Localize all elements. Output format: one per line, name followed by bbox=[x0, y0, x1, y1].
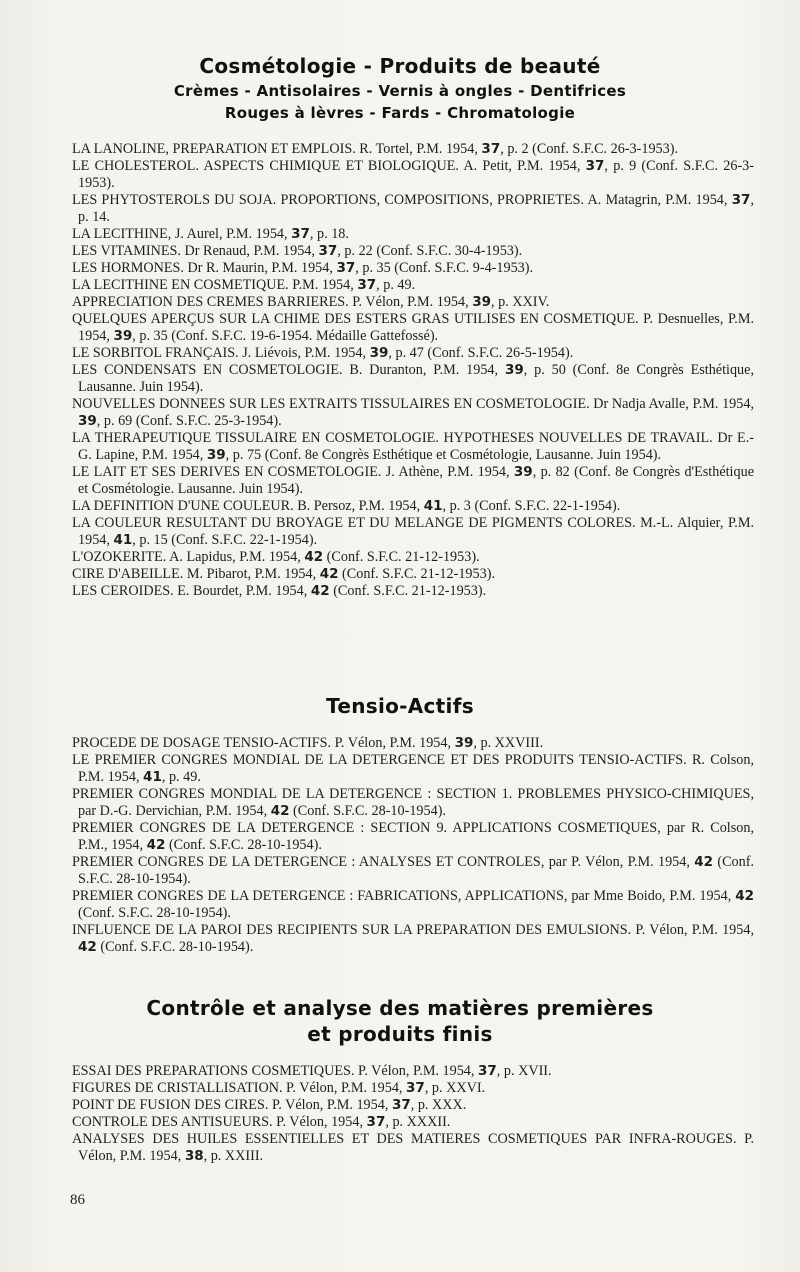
entry-reference: (Conf. S.F.C. 28-10-1954). bbox=[289, 803, 446, 819]
entry-reference: , p. 82 (Conf. 8e Congrès d'Esthétique et Cosmétologie. Lausanne. Juin 1954). bbox=[78, 464, 754, 497]
entry-reference: , p. 35 (Conf. S.F.C. 9-4-1953). bbox=[355, 260, 534, 276]
bibliography-entry bbox=[72, 786, 754, 820]
bibliography-entry bbox=[72, 396, 754, 430]
entry-reference: , p. 49. bbox=[376, 277, 416, 293]
entry-reference: , p. XXIII. bbox=[203, 1148, 264, 1164]
volume-number: 42 bbox=[146, 837, 166, 853]
entry-reference: , p. 2 (Conf. S.F.C. 26-3-1953). bbox=[500, 141, 679, 157]
entry-reference: , p. 49. bbox=[161, 769, 201, 785]
volume-number: 38 bbox=[184, 1148, 204, 1164]
entry-reference: (Conf. S.F.C. 28-10-1954). bbox=[96, 939, 254, 955]
entry-reference: , p. XXVI. bbox=[424, 1080, 486, 1096]
bibliography-entry bbox=[72, 549, 754, 566]
bibliography-entry bbox=[72, 1063, 754, 1080]
volume-number: 37 bbox=[731, 192, 751, 208]
bibliography-entry bbox=[72, 752, 754, 786]
entry-reference: , p. 75 (Conf. 8e Congrès Esthétique et Cosmétologie, Lausanne. Juin 1954). bbox=[225, 447, 662, 463]
entry-reference: (Conf. S.F.C. 21-12-1953). bbox=[323, 549, 480, 565]
volume-number: 37 bbox=[406, 1080, 425, 1096]
bibliography-entry bbox=[72, 362, 754, 396]
entry-reference: , p. XXX. bbox=[410, 1097, 467, 1113]
volume-number: 42 bbox=[694, 854, 714, 870]
entry-text: POINT DE FUSION DES CIRES. P. Vélon, P.M. 1954, bbox=[72, 1097, 392, 1113]
volume-number: 37 bbox=[318, 243, 338, 259]
entry-text: LES PHYTOSTEROLS DU SOJA. PROPORTIONS, COMPOSITIONS, PROPRIETES. A. Matagrin, P.M. 1954, bbox=[72, 192, 732, 208]
bibliography-entry bbox=[72, 498, 754, 515]
entry-text: CONTROLE DES ANTISUEURS. P. Vélon, 1954, bbox=[72, 1114, 367, 1130]
volume-number: 41 bbox=[423, 498, 443, 514]
volume-number: 42 bbox=[319, 566, 339, 582]
bibliography-entry bbox=[72, 566, 754, 583]
bibliography-entry bbox=[72, 735, 754, 752]
entry-text: LA LANOLINE, PREPARATION ET EMPLOIS. R. Tortel, P.M. 1954, bbox=[72, 141, 482, 157]
entry-list-cosmetologie bbox=[72, 141, 754, 600]
entry-text: LE SORBITOL FRANÇAIS. J. Liévois, P.M. 1954, bbox=[72, 345, 370, 361]
volume-number: 37 bbox=[391, 1097, 411, 1113]
entry-reference: , p. XXXII. bbox=[385, 1114, 451, 1130]
volume-number: 39 bbox=[472, 294, 492, 310]
volume-number: 41 bbox=[113, 532, 133, 548]
entry-text: LE CHOLESTEROL. ASPECTS CHIMIQUE ET BIOLOGIQUE. A. Petit, P.M. 1954, bbox=[72, 158, 586, 174]
volume-number: 42 bbox=[735, 888, 754, 904]
entry-reference: , p. 50 (Conf. 8e Congrès Esthétique, Lausanne. Juin 1954). bbox=[78, 362, 754, 395]
entry-text: LES HORMONES. Dr R. Maurin, P.M. 1954, bbox=[72, 260, 337, 276]
entry-text: PREMIER CONGRES MONDIAL DE LA DETERGENCE : SECTION 1. PROBLEMES PHYSICO-CHIMIQUES, par D.-G. Dervichian, P.M. 1954, bbox=[72, 786, 754, 819]
bibliography-entry bbox=[72, 260, 754, 277]
entry-text: PREMIER CONGRES DE LA DETERGENCE : ANALYSES ET CONTROLES, par P. Vélon, P.M. 1954, bbox=[72, 854, 695, 870]
entry-text: LES VITAMINES. Dr Renaud, P.M. 1954, bbox=[72, 243, 319, 259]
bibliography-entry bbox=[72, 464, 754, 498]
volume-number: 37 bbox=[366, 1114, 386, 1130]
entry-text: PREMIER CONGRES DE LA DETERGENCE : SECTION 9. APPLICATIONS COSMETIQUES, par R. Colson, P.M., 1954, bbox=[72, 820, 754, 853]
entry-text: LE LAIT ET SES DERIVES EN COSMETOLOGIE. J. Athène, P.M. 1954, bbox=[72, 464, 514, 480]
bibliography-entry bbox=[72, 141, 754, 158]
bibliography-entry bbox=[72, 430, 754, 464]
entry-text: L'OZOKERITE. A. Lapidus, P.M. 1954, bbox=[72, 549, 305, 565]
entry-text: FIGURES DE CRISTALLISATION. P. Vélon, P.M. 1954, bbox=[72, 1080, 407, 1096]
bibliography-entry bbox=[72, 192, 754, 226]
volume-number: 37 bbox=[291, 226, 310, 242]
volume-number: 37 bbox=[336, 260, 356, 276]
bibliography-entry bbox=[72, 311, 754, 345]
entry-list-tensio-actifs bbox=[72, 735, 754, 956]
entry-text: NOUVELLES DONNEES SUR LES EXTRAITS TISSULAIRES EN COSMETOLOGIE. Dr Nadja Avalle, P.M. 1954, bbox=[72, 396, 754, 412]
bibliography-entry bbox=[72, 583, 754, 600]
bibliography-entry bbox=[72, 1131, 754, 1165]
entry-reference: , p. 35 (Conf. S.F.C. 19-6-1954. Médaille Gattefossé). bbox=[132, 328, 439, 344]
bibliography-entry bbox=[72, 345, 754, 362]
volume-number: 42 bbox=[78, 939, 97, 955]
entry-reference: , p. 18. bbox=[309, 226, 349, 242]
volume-number: 39 bbox=[78, 413, 97, 429]
entry-text: ESSAI DES PREPARATIONS COSMETIQUES. P. Vélon, P.M. 1954, bbox=[72, 1063, 478, 1079]
volume-number: 41 bbox=[143, 769, 162, 785]
bibliography-entry bbox=[72, 277, 754, 294]
entry-reference: , p. XXVIII. bbox=[473, 735, 544, 751]
bibliography-entry bbox=[72, 1080, 754, 1097]
bibliography-entry bbox=[72, 888, 754, 922]
entry-reference: , p. XXIV. bbox=[491, 294, 550, 310]
bibliography-entry bbox=[72, 243, 754, 260]
entry-reference: , p. 22 (Conf. S.F.C. 30-4-1953). bbox=[337, 243, 523, 259]
entry-text: INFLUENCE DE LA PAROI DES RECIPIENTS SUR LA PREPARATION DES EMULSIONS. P. Vélon, P.M. 1954, bbox=[72, 922, 754, 938]
section-title-cosmetologie: Cosmétologie - Produits de beauté bbox=[199, 54, 601, 78]
entry-reference: (Conf. S.F.C. 21-12-1953). bbox=[338, 566, 495, 582]
entry-text: LE PREMIER CONGRES MONDIAL DE LA DETERGENCE ET DES PRODUITS TENSIO-ACTIFS. R. Colson, P.M. 1954, bbox=[72, 752, 754, 785]
entry-text: LA DEFINITION D'UNE COULEUR. B. Persoz, P.M. 1954, bbox=[72, 498, 424, 514]
section-subtitle-1: Crèmes - Antisolaires - Vernis à ongles - Dentifrices bbox=[173, 82, 627, 100]
volume-number: 42 bbox=[304, 549, 324, 565]
volume-number: 39 bbox=[504, 362, 524, 378]
bibliography-entry bbox=[72, 515, 754, 549]
volume-number: 37 bbox=[478, 1063, 497, 1079]
entry-reference: , p. 3 (Conf. S.F.C. 22-1-1954). bbox=[442, 498, 621, 514]
entry-reference: (Conf. S.F.C. 28-10-1954). bbox=[78, 854, 755, 887]
volume-number: 37 bbox=[357, 277, 377, 293]
section-title-controle: Contrôle et analyse des matières premières bbox=[146, 996, 654, 1020]
entry-reference: , p. 14. bbox=[78, 192, 754, 225]
bibliography-entry bbox=[72, 1097, 754, 1114]
volume-number: 37 bbox=[585, 158, 605, 174]
entry-text: LES CEROIDES. E. Bourdet, P.M. 1954, bbox=[72, 583, 311, 599]
entry-text: PREMIER CONGRES DE LA DETERGENCE : FABRICATIONS, APPLICATIONS, par Mme Boido, P.M. 1954, bbox=[72, 888, 736, 904]
volume-number: 39 bbox=[513, 464, 533, 480]
bibliography-entry bbox=[72, 854, 754, 888]
entry-text: LA LECITHINE EN COSMETIQUE. P.M. 1954, bbox=[72, 277, 358, 293]
entry-text: ANALYSES DES HUILES ESSENTIELLES ET DES MATIERES COSMETIQUES PAR INFRA-ROUGES. P. Vélon, P.M. 1954, bbox=[72, 1131, 754, 1164]
entry-list-controle bbox=[72, 1063, 754, 1165]
volume-number: 42 bbox=[310, 583, 330, 599]
entry-text: QUELQUES APERÇUS SUR LA CHIME DES ESTERS GRAS UTILISES EN COSMETIQUE. P. Desnuelles, P.M. 1954, bbox=[72, 311, 754, 344]
volume-number: 37 bbox=[481, 141, 501, 157]
volume-number: 39 bbox=[206, 447, 226, 463]
entry-reference: , p. 15 (Conf. S.F.C. 22-1-1954). bbox=[132, 532, 318, 548]
volume-number: 39 bbox=[369, 345, 389, 361]
bibliography-entry bbox=[72, 226, 754, 243]
entry-reference: , p. 47 (Conf. S.F.C. 26-5-1954). bbox=[388, 345, 574, 361]
volume-number: 39 bbox=[454, 735, 474, 751]
bibliography-entry bbox=[72, 820, 754, 854]
page-number: 86 bbox=[70, 1192, 85, 1208]
entry-text: LA COULEUR RESULTANT DU BROYAGE ET DU MELANGE DE PIGMENTS COLORES. M.-L. Alquier, P.M. 1954, bbox=[72, 515, 754, 548]
entry-text: LA LECITHINE, J. Aurel, P.M. 1954, bbox=[72, 226, 292, 242]
bibliography-entry bbox=[72, 158, 754, 192]
bibliography-entry bbox=[72, 294, 754, 311]
entry-text: PROCEDE DE DOSAGE TENSIO-ACTIFS. P. Vélon, P.M. 1954, bbox=[72, 735, 455, 751]
entry-text: APPRECIATION DES CREMES BARRIERES. P. Vélon, P.M. 1954, bbox=[72, 294, 473, 310]
section-subtitle-2: Rouges à lèvres - Fards - Chromatologie bbox=[224, 104, 576, 122]
entry-text: LES CONDENSATS EN COSMETOLOGIE. B. Duranton, P.M. 1954, bbox=[72, 362, 505, 378]
section-title-tensio-actifs: Tensio-Actifs bbox=[326, 694, 474, 718]
volume-number: 42 bbox=[270, 803, 290, 819]
volume-number: 39 bbox=[113, 328, 133, 344]
entry-text: CIRE D'ABEILLE. M. Pibarot, P.M. 1954, bbox=[72, 566, 320, 582]
entry-reference: (Conf. S.F.C. 28-10-1954). bbox=[78, 905, 231, 921]
entry-text: LA THERAPEUTIQUE TISSULAIRE EN COSMETOLOGIE. HYPOTHESES NOUVELLES DE TRAVAIL. Dr E.-G. Lapine, P.M. 1954, bbox=[72, 430, 754, 463]
bibliography-entry bbox=[72, 922, 754, 956]
entry-reference: , p. XVII. bbox=[496, 1063, 552, 1079]
bibliography-entry bbox=[72, 1114, 754, 1131]
entry-reference: , p. 9 (Conf. S.F.C. 26-3-1953). bbox=[78, 158, 754, 191]
entry-reference: (Conf. S.F.C. 21-12-1953). bbox=[329, 583, 487, 599]
entry-reference: , p. 69 (Conf. S.F.C. 25-3-1954). bbox=[96, 413, 282, 429]
section-title-controle-line2: et produits finis bbox=[307, 1022, 493, 1046]
entry-reference: (Conf. S.F.C. 28-10-1954). bbox=[165, 837, 322, 853]
